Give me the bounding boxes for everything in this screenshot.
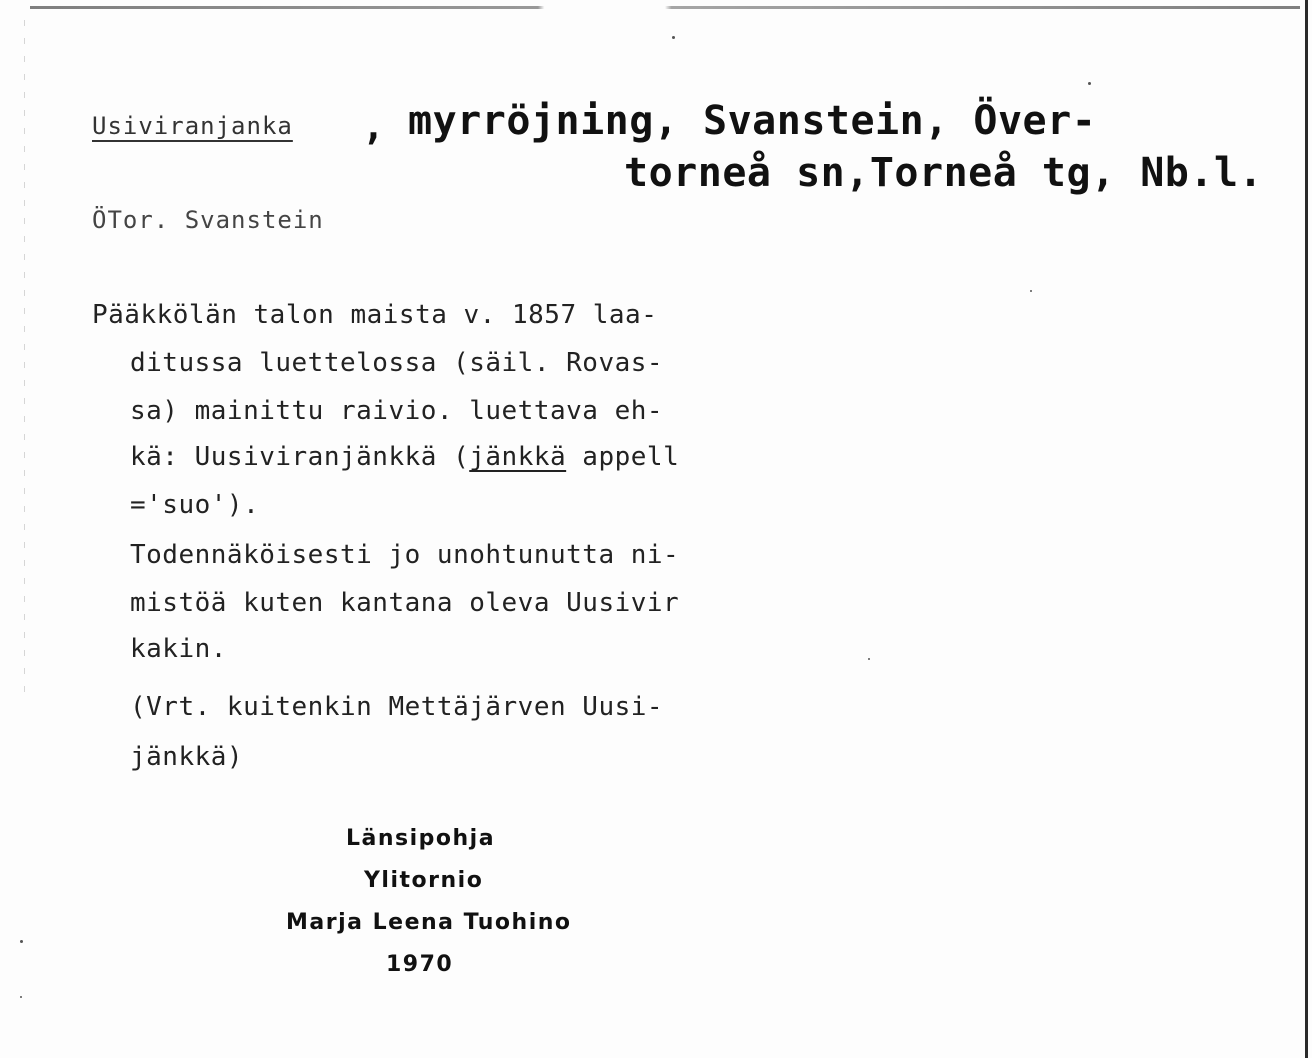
card-left-edge: [24, 20, 25, 700]
body-line: ditussa luettelossa (säil. Rovas-: [130, 348, 664, 378]
stamp-collector: Marja Leena Tuohino: [286, 910, 572, 935]
body-line: ='suo').: [130, 490, 260, 520]
body-text-segment: kä: Uusiviranjänkkä (: [130, 442, 470, 472]
scan-speck: [1088, 82, 1091, 85]
stamp-year: 1970: [386, 952, 454, 977]
card-right-edge: [1305, 0, 1308, 1058]
headword: Usiviranjanka: [92, 112, 293, 140]
scan-speck: [20, 996, 22, 998]
heading-line-1: myrröjning, Svanstein, Över-: [408, 98, 1097, 144]
body-line: (Vrt. kuitenkin Mettäjärven Uusi-: [130, 692, 664, 722]
body-line: mistöä kuten kantana oleva Uusivir: [130, 588, 680, 618]
underlined-term: jänkkä: [469, 442, 567, 472]
scan-speck: [672, 36, 675, 39]
body-text-segment: appell: [566, 442, 680, 472]
headword-separator: ,: [362, 104, 385, 148]
body-line: Todennäköisesti jo unohtunutta ni-: [130, 540, 680, 570]
scan-speck: [1030, 290, 1032, 292]
card-top-edge: [30, 6, 1300, 9]
body-line: jänkkä): [130, 742, 244, 772]
stamp-region: Länsipohja: [346, 826, 496, 851]
scan-speck: [868, 658, 870, 660]
body-line: Pääkkölän talon maista v. 1857 laa-: [92, 300, 658, 330]
body-line: sa) mainittu raivio. luettava eh-: [130, 396, 664, 426]
source-reference: ÖTor. Svanstein: [92, 206, 324, 234]
body-line-with-underline: [130, 442, 679, 472]
body-line: kakin.: [130, 634, 227, 664]
stamp-parish: Ylitornio: [364, 868, 484, 893]
heading-line-2: torneå sn,Torneå tg, Nb.l.: [624, 150, 1264, 196]
scan-speck: [20, 940, 23, 943]
